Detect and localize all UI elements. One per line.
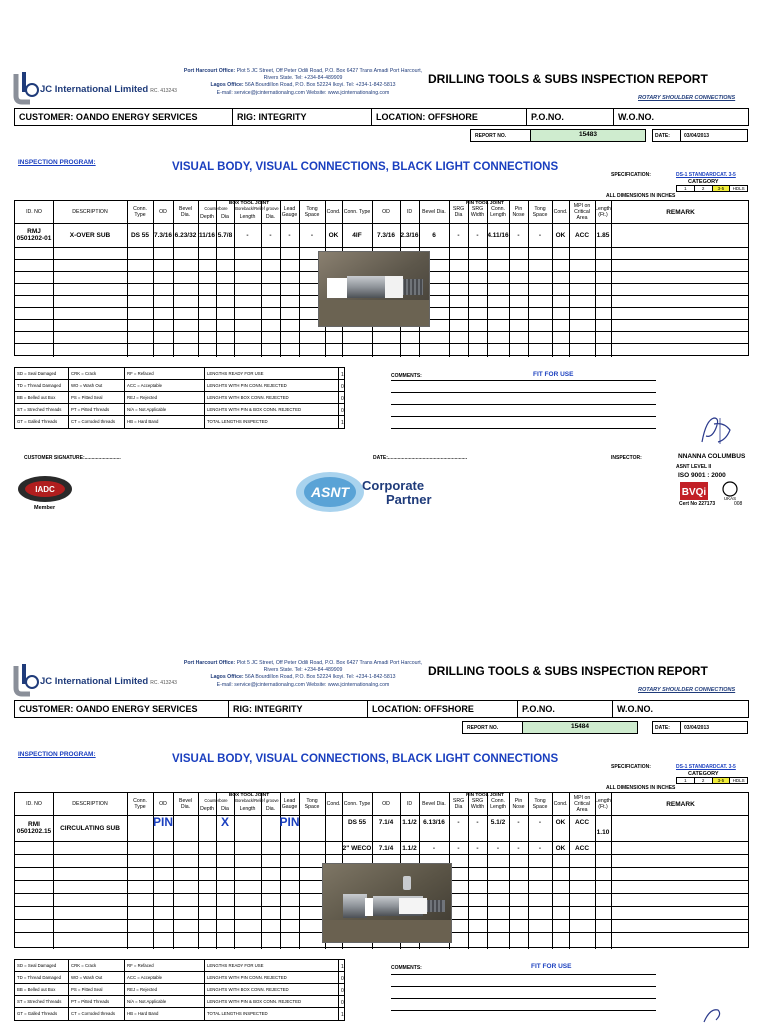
comment-line bbox=[391, 986, 656, 987]
table-cell: PIN bbox=[279, 814, 300, 829]
column-header: ID bbox=[406, 800, 413, 807]
legend-row bbox=[15, 960, 344, 972]
legend-cell: RF = Refaced bbox=[125, 960, 205, 971]
company-address bbox=[178, 660, 428, 689]
legend-count: 0 bbox=[341, 396, 344, 402]
category-3-5: 3-5 bbox=[713, 778, 731, 783]
comments-label: COMMENTS: bbox=[391, 965, 422, 971]
column-header: Dia bbox=[221, 805, 229, 812]
table-cell: - bbox=[246, 231, 249, 239]
legend-cell: GT = Galled Threads bbox=[15, 416, 69, 428]
table-cell: - bbox=[310, 231, 314, 239]
table-cell: ACC bbox=[574, 231, 590, 239]
lagos-office-address: 56A Bourdillon Road, P.O. Box 52224 Ikoyi. Tel: +234-1-842-5813 bbox=[245, 82, 396, 89]
dimensions-note: ALL DIMENSIONS IN INCHES bbox=[606, 785, 676, 791]
table-cell: 2" WECO bbox=[342, 844, 372, 852]
column-divider bbox=[261, 793, 262, 949]
rig-field: RIG: INTEGRITY bbox=[229, 701, 368, 717]
legend-cell: TD = Thread Damaged bbox=[15, 972, 69, 983]
customer-bar bbox=[14, 700, 749, 718]
category-1: 1 bbox=[677, 186, 695, 191]
legend-cell: RF = Refaced bbox=[125, 368, 205, 379]
column-header: Lead Gauge bbox=[281, 797, 298, 810]
counterbore-header: Counterbore bbox=[204, 798, 228, 803]
legend-row bbox=[15, 416, 344, 428]
column-header: Depth bbox=[200, 805, 214, 812]
asnt-partner-text: Partner bbox=[386, 492, 432, 507]
jc-logo-icon bbox=[10, 662, 40, 698]
date-label: DATE: bbox=[653, 722, 681, 733]
boreback-header: Boreback/Relief groove bbox=[235, 206, 279, 211]
inspection-program-label: INSPECTION PROGRAM: bbox=[18, 751, 96, 758]
comment-line bbox=[391, 380, 656, 381]
legend-row bbox=[15, 380, 344, 392]
table-cell: PIN bbox=[153, 814, 174, 829]
pin-connection-photo bbox=[322, 863, 452, 943]
column-header: Dia bbox=[221, 213, 229, 220]
company-logo bbox=[10, 662, 180, 698]
report-subtitle: ROTARY SHOULDER CONNECTIONS bbox=[638, 95, 736, 101]
legend-count: 0 bbox=[341, 408, 344, 414]
table-cell: - bbox=[538, 844, 542, 852]
category-hdls: HDLS bbox=[732, 778, 745, 783]
category-label: CATEGORY bbox=[688, 179, 719, 185]
report-date: 03/04/2013 bbox=[684, 133, 710, 139]
row-divider bbox=[15, 247, 748, 248]
table-cell: 7.1/4 bbox=[378, 844, 394, 852]
column-header: Length bbox=[239, 213, 256, 220]
column-header: Pin Nose bbox=[512, 797, 525, 810]
table-cell: 4.11/16 bbox=[487, 231, 509, 239]
column-header: Cond. bbox=[553, 208, 568, 215]
legend-count: 1 bbox=[341, 372, 344, 378]
row-divider bbox=[15, 343, 748, 344]
legend-cell: BB = Belled out Box bbox=[15, 984, 69, 995]
table-cell: - bbox=[496, 844, 500, 852]
column-header: DESCRIPTION bbox=[72, 208, 108, 215]
table-cell: RMI 0501202.15 bbox=[16, 821, 52, 835]
report-title: DRILLING TOOLS & SUBS INSPECTION REPORT bbox=[428, 664, 708, 678]
table-cell: DS 55 bbox=[347, 818, 367, 826]
column-header: Length (Ft.) bbox=[595, 205, 611, 218]
legend-cell: LENGHTS WITH PIN CONN. REJECTED bbox=[205, 972, 339, 983]
wono-field: W.O.NO. bbox=[618, 112, 654, 122]
customer-field: CUSTOMER: OANDO ENERGY SERVICES bbox=[15, 701, 229, 717]
inspection-report-1 bbox=[0, 62, 768, 562]
table-cell: 6.13/16 bbox=[423, 818, 445, 826]
legend-cell: ACC = Acceptable bbox=[125, 972, 205, 983]
column-header: Tong Space bbox=[532, 797, 548, 810]
comments-label: COMMENTS: bbox=[391, 373, 422, 379]
category-boxes bbox=[676, 185, 748, 192]
bvqi-ukas-logo bbox=[676, 480, 746, 502]
box-tool-joint-header: BOX TOOL JOINT bbox=[228, 201, 270, 206]
report-subtitle: ROTARY SHOULDER CONNECTIONS bbox=[638, 687, 736, 693]
legend-cell: SD = Seal Damaged bbox=[15, 960, 69, 971]
column-header: MPI on Critical Area bbox=[573, 202, 591, 221]
column-divider bbox=[173, 793, 174, 949]
column-header: Tong Space bbox=[532, 205, 548, 218]
table-cell: ACC bbox=[574, 844, 590, 852]
column-header: Conn. Type bbox=[133, 797, 147, 810]
column-header: Conn. Length bbox=[490, 797, 506, 810]
legend-table bbox=[14, 367, 345, 429]
legend-cell: TOTAL LENGTHS INSPECTED bbox=[205, 416, 339, 428]
legend-cell: LENGHTS WITH BOX CONN. REJECTED bbox=[205, 392, 339, 403]
lagos-office-label: Lagos Office: bbox=[210, 674, 244, 681]
comment-text: FIT FOR USE bbox=[533, 371, 574, 378]
rc-number: RC. 413243 bbox=[150, 88, 177, 94]
legend-count: 0 bbox=[341, 384, 344, 390]
location-field: LOCATION: OFFSHORE bbox=[368, 701, 518, 717]
column-header: MPI on Critical Area bbox=[573, 794, 591, 813]
column-header: Cond. bbox=[326, 800, 341, 807]
column-divider bbox=[611, 201, 612, 357]
customer-signature-label: CUSTOMER SIGNATURE:.......................... bbox=[24, 455, 121, 461]
table-cell: OK bbox=[555, 844, 566, 852]
column-header: SRG Dia bbox=[452, 205, 465, 218]
pono-field: P.O.NO. bbox=[518, 701, 613, 717]
table-cell: - bbox=[269, 231, 272, 239]
column-header: Conn. Type bbox=[343, 800, 371, 807]
column-header: REMARK bbox=[666, 800, 695, 808]
jc-logo-icon bbox=[10, 70, 40, 106]
column-header: Bevel Dia. bbox=[422, 208, 446, 215]
row-divider bbox=[15, 854, 748, 855]
table-cell: X-OVER SUB bbox=[69, 231, 111, 239]
member-label: Member bbox=[34, 505, 56, 511]
table-cell: 6 bbox=[432, 231, 436, 239]
table-cell: 6.23/32 bbox=[174, 231, 197, 239]
legend-cell: TOTAL LENGTHS INSPECTED bbox=[205, 1008, 339, 1020]
legend-cell: N/A = Not Applicable bbox=[125, 996, 205, 1007]
column-header: ID. NO bbox=[26, 208, 42, 215]
boreback-header: Boreback/Relief groove bbox=[235, 798, 279, 803]
table-cell: 7.3/16 bbox=[153, 231, 173, 239]
table-cell: - bbox=[457, 231, 460, 239]
specification-label: SPECIFICATION: bbox=[611, 764, 651, 770]
legend-cell: REJ = Rejected bbox=[125, 984, 205, 995]
table-cell: 1.1/2 bbox=[402, 818, 417, 826]
customer-field: CUSTOMER: OANDO ENERGY SERVICES bbox=[15, 109, 233, 125]
table-cell: CIRCULATING SUB bbox=[60, 824, 120, 832]
column-header: OD bbox=[159, 208, 167, 215]
legend-row bbox=[15, 392, 344, 404]
column-header: Bevel Dia. bbox=[422, 800, 446, 807]
table-cell: 1.10 bbox=[596, 828, 610, 836]
legend-cell: PS = Pitted Seal bbox=[69, 392, 125, 403]
category-2: 2 bbox=[695, 778, 713, 783]
legend-cell: PT = Pitted Threads bbox=[69, 404, 125, 415]
table-cell: 4IF bbox=[352, 231, 362, 239]
column-header: Length bbox=[239, 805, 256, 812]
report-title: DRILLING TOOLS & SUBS INSPECTION REPORT bbox=[428, 72, 708, 86]
table-cell: - bbox=[457, 844, 460, 852]
customer-bar bbox=[14, 108, 749, 126]
column-header: Conn. Type bbox=[343, 208, 371, 215]
row-divider bbox=[15, 331, 748, 332]
comment-text: FIT FOR USE bbox=[531, 963, 572, 970]
column-header: Dia. bbox=[265, 805, 276, 812]
table-cell: - bbox=[288, 231, 291, 239]
category-hdls: HDLS bbox=[732, 186, 745, 191]
table-cell: - bbox=[517, 231, 520, 239]
category-boxes bbox=[676, 777, 748, 784]
comment-line bbox=[391, 404, 656, 405]
legend-cell: CT = Corroded threads bbox=[69, 416, 125, 428]
svg-text:IADC: IADC bbox=[35, 485, 55, 494]
legend-cell: HB = Hard Band bbox=[125, 1008, 205, 1020]
inspection-program: VISUAL BODY, VISUAL CONNECTIONS, BLACK LIGHT CONNECTIONS bbox=[172, 161, 559, 173]
company-address bbox=[178, 68, 428, 97]
ukas-text: UKAS bbox=[723, 496, 737, 501]
table-cell: - bbox=[476, 231, 479, 239]
legend-row bbox=[15, 996, 344, 1008]
legend-row bbox=[15, 972, 344, 984]
signature-date-label: DATE:......................................................... bbox=[373, 455, 468, 461]
table-cell: 2.3/16 bbox=[400, 231, 419, 239]
table-cell: 5.1/2 bbox=[490, 818, 506, 826]
legend-cell: N/A = Not Applicable bbox=[125, 404, 205, 415]
legend-cell: ST = Streched Threads bbox=[15, 996, 69, 1007]
asnt-corporate-partner-logo bbox=[290, 466, 480, 516]
column-header: Cond. bbox=[553, 800, 568, 807]
pin-tool-joint-header: PIN TOOL JOINT bbox=[466, 201, 504, 206]
column-header: Pin Nose bbox=[512, 205, 525, 218]
company-name: JC International Limited bbox=[40, 84, 149, 95]
legend-cell: ST = Streched Threads bbox=[15, 404, 69, 415]
column-header: ID bbox=[406, 208, 413, 215]
report-number: 15483 bbox=[531, 130, 645, 141]
inspector-label: INSPECTOR: bbox=[611, 455, 642, 461]
lagos-office-label: Lagos Office: bbox=[210, 82, 244, 89]
ph-office-label: Port Harcourt Office: bbox=[183, 68, 236, 74]
legend-count: 1 bbox=[341, 1012, 344, 1018]
column-divider bbox=[611, 793, 612, 949]
table-cell: 1.1/2 bbox=[402, 844, 417, 852]
legend-count: 1 bbox=[341, 964, 344, 970]
asnt-corporate-text: Corporate bbox=[362, 478, 425, 493]
legend-cell: PT = Pitted Threads bbox=[69, 996, 125, 1007]
iso-certification: ISO 9001 : 2000 bbox=[678, 472, 726, 479]
column-header: Tong Space bbox=[304, 797, 320, 810]
cert-number: Cert No 227173 bbox=[679, 501, 716, 507]
legend-cell: LENGHTS WITH PIN CONN. REJECTED bbox=[205, 380, 339, 391]
ph-office-address: Plot 5 JC Street, Off Peter Odili Road, P.O. Box 6427 Trans Amadi Port Harcourt, Rivers State. Tel: +234-84-489909 bbox=[236, 68, 423, 82]
column-header: Length (Ft.) bbox=[595, 797, 611, 810]
legend-cell: CRK = Crack bbox=[69, 368, 125, 379]
column-header: Dia. bbox=[265, 213, 276, 220]
comment-line bbox=[391, 416, 656, 417]
column-divider bbox=[127, 793, 128, 949]
legend-count: 1 bbox=[341, 420, 344, 426]
table-cell: X bbox=[220, 814, 229, 829]
table-cell: OK bbox=[328, 231, 339, 239]
inspector-signature-icon bbox=[696, 414, 736, 448]
asnt-level: ASNT LEVEL II bbox=[676, 464, 712, 470]
category-label: CATEGORY bbox=[688, 771, 719, 777]
report-number-box bbox=[470, 129, 646, 142]
bvqi-text: BVQi bbox=[681, 487, 707, 498]
contact-info: E-mail: service@jcinternationalng.com Website: www.jcinternationalng.com bbox=[216, 89, 390, 96]
column-header: SRG Width bbox=[470, 797, 485, 810]
specification-label: SPECIFICATION: bbox=[611, 172, 651, 178]
legend-cell: LENGTHS READY FOR USE bbox=[205, 368, 339, 379]
column-header: Cond. bbox=[326, 208, 341, 215]
inspection-program-label: INSPECTION PROGRAM: bbox=[18, 159, 96, 166]
legend-count: 0 bbox=[341, 976, 344, 982]
table-cell: - bbox=[538, 231, 542, 239]
company-logo bbox=[10, 70, 180, 106]
comment-line bbox=[391, 392, 656, 393]
column-header: DESCRIPTION bbox=[72, 800, 108, 807]
legend-cell: SD = Seal Damaged bbox=[15, 368, 69, 379]
table-cell: - bbox=[476, 818, 479, 826]
table-cell: OK bbox=[555, 818, 566, 826]
inspector-name: NNANNA COLUMBUS bbox=[678, 453, 746, 460]
column-header: Bevel Dia. bbox=[179, 797, 192, 810]
pin-connection-photo bbox=[318, 251, 430, 327]
column-header: OD bbox=[382, 800, 390, 807]
column-header: Tong Space bbox=[304, 205, 320, 218]
table-cell: 1.85 bbox=[596, 231, 610, 239]
table-cell: - bbox=[457, 818, 460, 826]
sub-photo-icon bbox=[319, 252, 430, 327]
legend-cell: LENGHTS WITH BOX CONN. REJECTED bbox=[205, 984, 339, 995]
asnt-logo-text: ASNT bbox=[310, 484, 350, 500]
table-cell: - bbox=[538, 818, 542, 826]
column-divider bbox=[595, 793, 596, 949]
column-header: ID. NO bbox=[26, 800, 42, 807]
lagos-office-address: 56A Bourdillon Road, P.O. Box 52224 Ikoyi. Tel: +234-1-842-5813 bbox=[245, 674, 396, 681]
report-date: 03/04/2013 bbox=[684, 725, 710, 731]
table-cell: - bbox=[517, 844, 520, 852]
column-header: Conn. Type bbox=[133, 205, 147, 218]
column-header: Lead Gauge bbox=[281, 205, 298, 218]
column-divider bbox=[198, 793, 199, 949]
legend-cell: TD = Thread Damaged bbox=[15, 380, 69, 391]
legend-row bbox=[15, 1008, 344, 1020]
legend-row bbox=[15, 984, 344, 996]
column-header: OD bbox=[382, 208, 390, 215]
table-cell: DS 55 bbox=[130, 231, 150, 239]
column-header: Conn. Length bbox=[490, 205, 506, 218]
table-cell: RMJ 0501202-01 bbox=[16, 228, 52, 242]
legend-row bbox=[15, 368, 344, 380]
report-number: 15484 bbox=[523, 722, 637, 733]
table-cell: OK bbox=[555, 231, 566, 239]
rc-number: RC. 413243 bbox=[150, 680, 177, 686]
column-header: REMARK bbox=[666, 208, 695, 216]
legend-cell: PS = Pitted Seal bbox=[69, 984, 125, 995]
specification-value: DS-1 STANDARDCAT. 3-5 bbox=[676, 172, 736, 178]
rig-field: RIG: INTEGRITY bbox=[233, 109, 372, 125]
legend-cell: LENGTHS READY FOR USE bbox=[205, 960, 339, 971]
legend-cell: CT = Corroded threads bbox=[69, 1008, 125, 1020]
legend-row bbox=[15, 404, 344, 416]
category-1: 1 bbox=[677, 778, 695, 783]
date-label: DATE: bbox=[653, 130, 681, 141]
report-number-label: REPORT NO. bbox=[463, 722, 523, 733]
legend-cell: LENGHTS WITH PIN & BOX CONN. REJECTED bbox=[205, 404, 339, 415]
location-field: LOCATION: OFFSHORE bbox=[372, 109, 527, 125]
table-cell: 7.3/16 bbox=[376, 231, 396, 239]
company-name: JC International Limited bbox=[40, 676, 149, 687]
column-divider bbox=[234, 793, 235, 949]
table-cell: - bbox=[517, 818, 520, 826]
sub-photo-icon bbox=[323, 864, 452, 943]
legend-cell: WO = Wash Out bbox=[69, 972, 125, 983]
legend-table bbox=[14, 959, 345, 1021]
cert-code: 008 bbox=[734, 501, 743, 507]
legend-cell: LENGHTS WITH PIN & BOX CONN. REJECTED bbox=[205, 996, 339, 1007]
report-number-label: REPORT NO. bbox=[471, 130, 531, 141]
table-cell: 11/16 bbox=[199, 231, 215, 239]
specification-value: DS-1 STANDARDCAT. 3-5 bbox=[676, 764, 736, 770]
table-cell: 5.7/8 bbox=[217, 231, 233, 239]
wono-field: W.O.NO. bbox=[617, 704, 653, 714]
table-cell: 7.1/4 bbox=[378, 818, 394, 826]
category-2: 2 bbox=[695, 186, 713, 191]
category-3-5: 3-5 bbox=[713, 186, 731, 191]
ph-office-address: Plot 5 JC Street, Off Peter Odili Road, P.O. Box 6427 Trans Amadi Port Harcourt, Rivers State. Tel: +234-84-489909 bbox=[236, 660, 423, 674]
legend-cell: WO = Wash Out bbox=[69, 380, 125, 391]
inspection-program: VISUAL BODY, VISUAL CONNECTIONS, BLACK LIGHT CONNECTIONS bbox=[172, 753, 559, 765]
table-cell: - bbox=[476, 844, 479, 852]
inspector-signature-icon bbox=[700, 1006, 730, 1024]
contact-info: E-mail: service@jcinternationalng.com Website: www.jcinternationalng.com bbox=[216, 681, 390, 688]
pono-field: P.O.NO. bbox=[527, 109, 614, 125]
date-box bbox=[652, 721, 748, 734]
column-header: Depth bbox=[200, 213, 214, 220]
table-cell: ACC bbox=[574, 818, 590, 826]
date-box bbox=[652, 129, 748, 142]
dimensions-note: ALL DIMENSIONS IN INCHES bbox=[606, 193, 676, 199]
inspection-report-2 bbox=[0, 654, 768, 1024]
comment-line bbox=[391, 998, 656, 999]
comment-line bbox=[391, 1010, 656, 1011]
counterbore-header: Counterbore bbox=[204, 206, 228, 211]
legend-cell: BB = Belled out Box bbox=[15, 392, 69, 403]
column-header: Bevel Dia. bbox=[179, 205, 192, 218]
legend-cell: CRK = Crack bbox=[69, 960, 125, 971]
ph-office-label: Port Harcourt Office: bbox=[183, 660, 236, 666]
pin-tool-joint-header: PIN TOOL JOINT bbox=[466, 793, 504, 798]
column-header: OD bbox=[159, 800, 167, 807]
column-header: SRG Dia bbox=[452, 797, 465, 810]
comment-line bbox=[391, 974, 656, 975]
box-tool-joint-header: BOX TOOL JOINT bbox=[228, 793, 270, 798]
legend-cell: REJ = Rejected bbox=[125, 392, 205, 403]
legend-cell: ACC = Acceptable bbox=[125, 380, 205, 391]
legend-cell: GT = Galled Threads bbox=[15, 1008, 69, 1020]
report-number-box bbox=[462, 721, 638, 734]
comment-line bbox=[391, 428, 656, 429]
legend-count: 0 bbox=[341, 1000, 344, 1006]
table-cell: - bbox=[432, 844, 436, 852]
legend-count: 0 bbox=[341, 988, 344, 994]
legend-cell: HB = Hard Band bbox=[125, 416, 205, 428]
column-header: SRG Width bbox=[470, 205, 485, 218]
